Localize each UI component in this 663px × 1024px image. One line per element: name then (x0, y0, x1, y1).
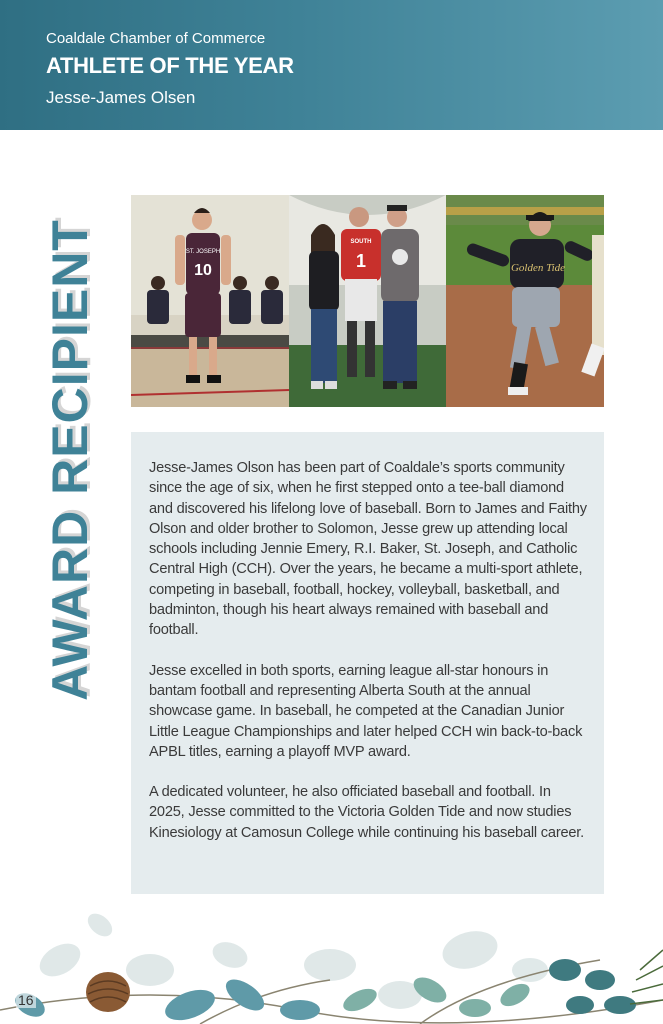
photo-volleyball (131, 195, 289, 407)
bio-paragraph-2: Jesse excelled in both sports, earning league all-star honours in bantam football and representing Alberta South at the annual showcase game. In baseball, he competed at the Canadian Junior Little League Championships and later helped CCH win back-to-back APBL titles, earning a playoff MVP award. (149, 662, 583, 760)
jersey-text-3: Golden Tide (510, 262, 566, 274)
jersey-number-2: 1 (355, 251, 367, 271)
bio-paragraph-3: A dedicated volunteer, he also officiated baseball and football. In 2025, Jesse committed to the Victoria Golden Tide and now studies Kinesiology at Camosun College while continuing his baseball career. (149, 784, 585, 841)
award-title: ATHLETE OF THE YEAR (46, 53, 294, 78)
photo-baseball (446, 195, 604, 407)
jersey-number-1: 10 (194, 262, 212, 279)
recipient-name: Jesse-James Olsen (46, 88, 196, 107)
page-header (0, 0, 663, 130)
side-title-container (40, 190, 100, 730)
jersey-text-2: SOUTH (350, 239, 372, 245)
bio-text-box (131, 432, 604, 894)
side-title: AWARD RECIPIENT (42, 219, 98, 701)
organization-name: Coaldale Chamber of Commerce (46, 30, 266, 47)
eucalyptus-leaf-decoration (0, 900, 663, 1024)
pinecone-icon (86, 972, 130, 1012)
page-number: 16 (18, 992, 34, 1008)
bio-paragraph-1: Jesse-James Olson has been part of Coaldale’s sports community since the age of six, when he first stepped onto a tee-ball diamond and discovered his lifelong love of baseball. Born to James and Faithy Olson and older brother to Solomon, Jesse grew up attending local schools including Jennie Emery, R.I. Baker, St. Joseph, and Catholic Central High (CCH). Over the years, he became a multi-sport athlete, competing in baseball, football, hockey, volleyball, basketball, and badminton, though his heart always remained with baseball and football. (149, 460, 587, 639)
photo-football (289, 195, 446, 407)
jersey-text-1: ST. JOSEPH (185, 249, 221, 255)
photo-strip (131, 195, 604, 407)
